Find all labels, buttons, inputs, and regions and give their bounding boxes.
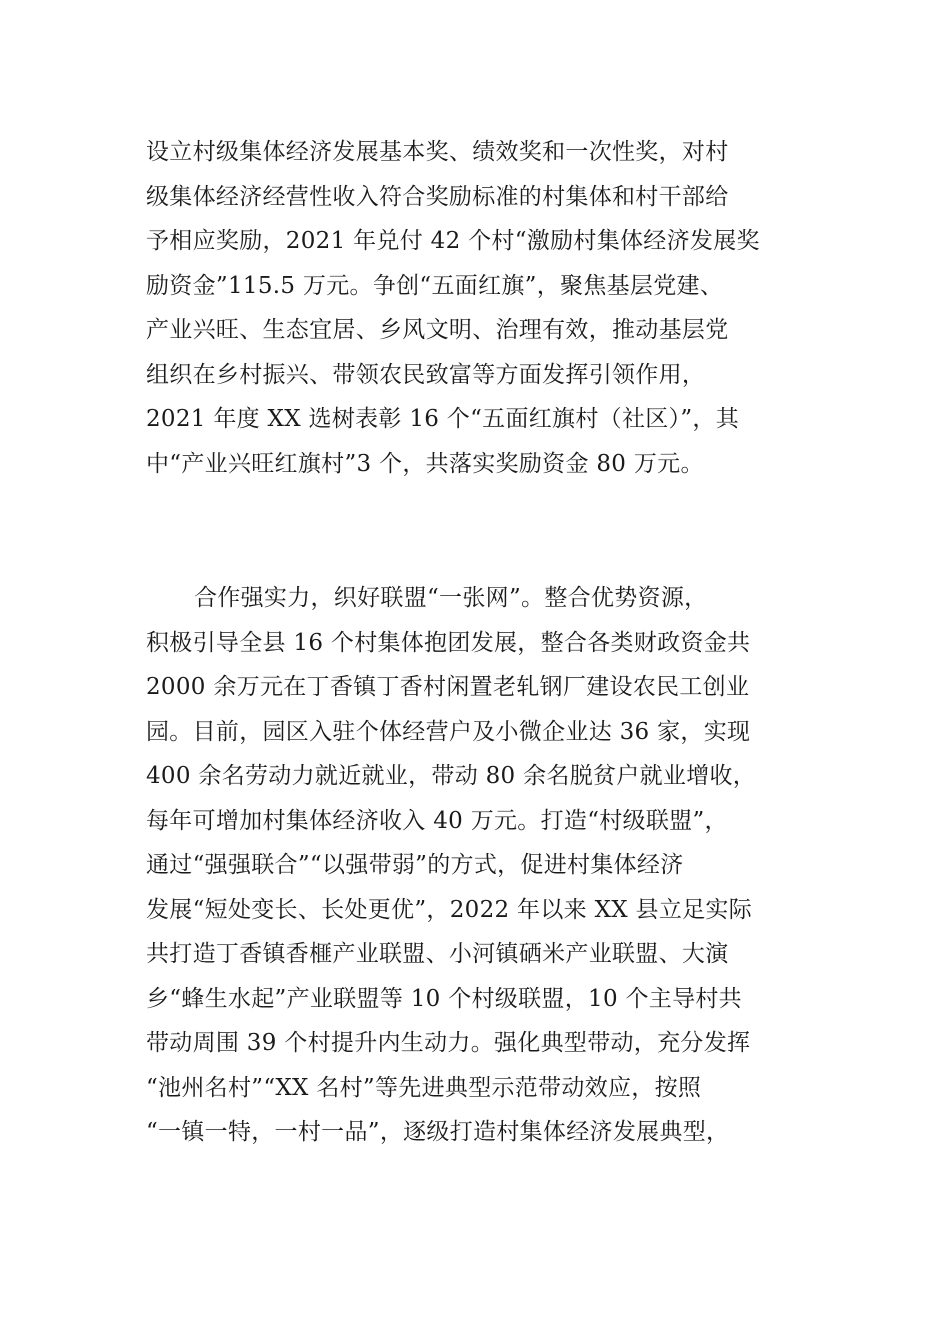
text-line-indented: 合作强实力，织好联盟“一张网”。整合优势资源， [194, 585, 708, 611]
paragraph-cooperation [146, 576, 806, 1155]
text-line: 予相应奖励，2021 年兑付 42 个村“激励村集体经济发展奖 [146, 228, 760, 254]
text-line: 中“产业兴旺红旗村”3 个，共落实奖励资金 80 万元。 [146, 450, 704, 477]
text-line: 2000 余万元在丁香镇丁香村闲置老轧钢厂建设农民工创业 [146, 674, 750, 700]
text-line: 产业兴旺、生态宜居、乡风文明、治理有效，推动基层党 [146, 317, 729, 343]
text-line: 发展“短处变长、长处更优”，2022 年以来 XX 县立足实际 [146, 896, 753, 923]
text-line: 园。目前，园区入驻个体经营户及小微企业达 36 家，实现 [146, 718, 751, 745]
text-line: 每年可增加村集体经济收入 40 万元。打造“村级联盟”， [146, 807, 728, 834]
text-line: 组织在乡村振兴、带领农民致富等方面发挥引领作用， [146, 361, 706, 388]
text-line: “池州名村”“XX 名村”等先进典型示范带动效应，按照 [146, 1074, 702, 1101]
text-line: 励资金”115.5 万元。争创“五面红旗”，聚焦基层党建、 [146, 272, 724, 299]
text-line: 共打造丁香镇香榧产业联盟、小河镇硒米产业联盟、大演 [146, 941, 729, 967]
text-line: “一镇一特，一村一品”，逐级打造村集体经济发展典型， [146, 1119, 730, 1145]
text-line: 乡“蜂生水起”产业联盟等 10 个村级联盟，10 个主导村共 [146, 985, 742, 1012]
text-line: 2021 年度 XX 选树表彰 16 个“五面红旗村（社区）”，其 [146, 406, 740, 432]
text-line: 带动周围 39 个村提升内生动力。强化典型带动，充分发挥 [146, 1030, 751, 1056]
paragraph-incentives [146, 130, 806, 486]
text-line: 400 余名劳动力就近就业，带动 80 余名脱贫户就业增收， [146, 763, 757, 789]
text-line: 通过“强强联合”“以强带弱”的方式，促进村集体经济 [146, 852, 684, 878]
text-line: 设立村级集体经济发展基本奖、绩效奖和一次性奖，对村 [146, 139, 729, 165]
text-line: 级集体经济经营性收入符合奖励标准的村集体和村干部给 [146, 183, 729, 210]
text-line: 积极引导全县 16 个村集体抱团发展，整合各类财政资金共 [146, 629, 751, 656]
